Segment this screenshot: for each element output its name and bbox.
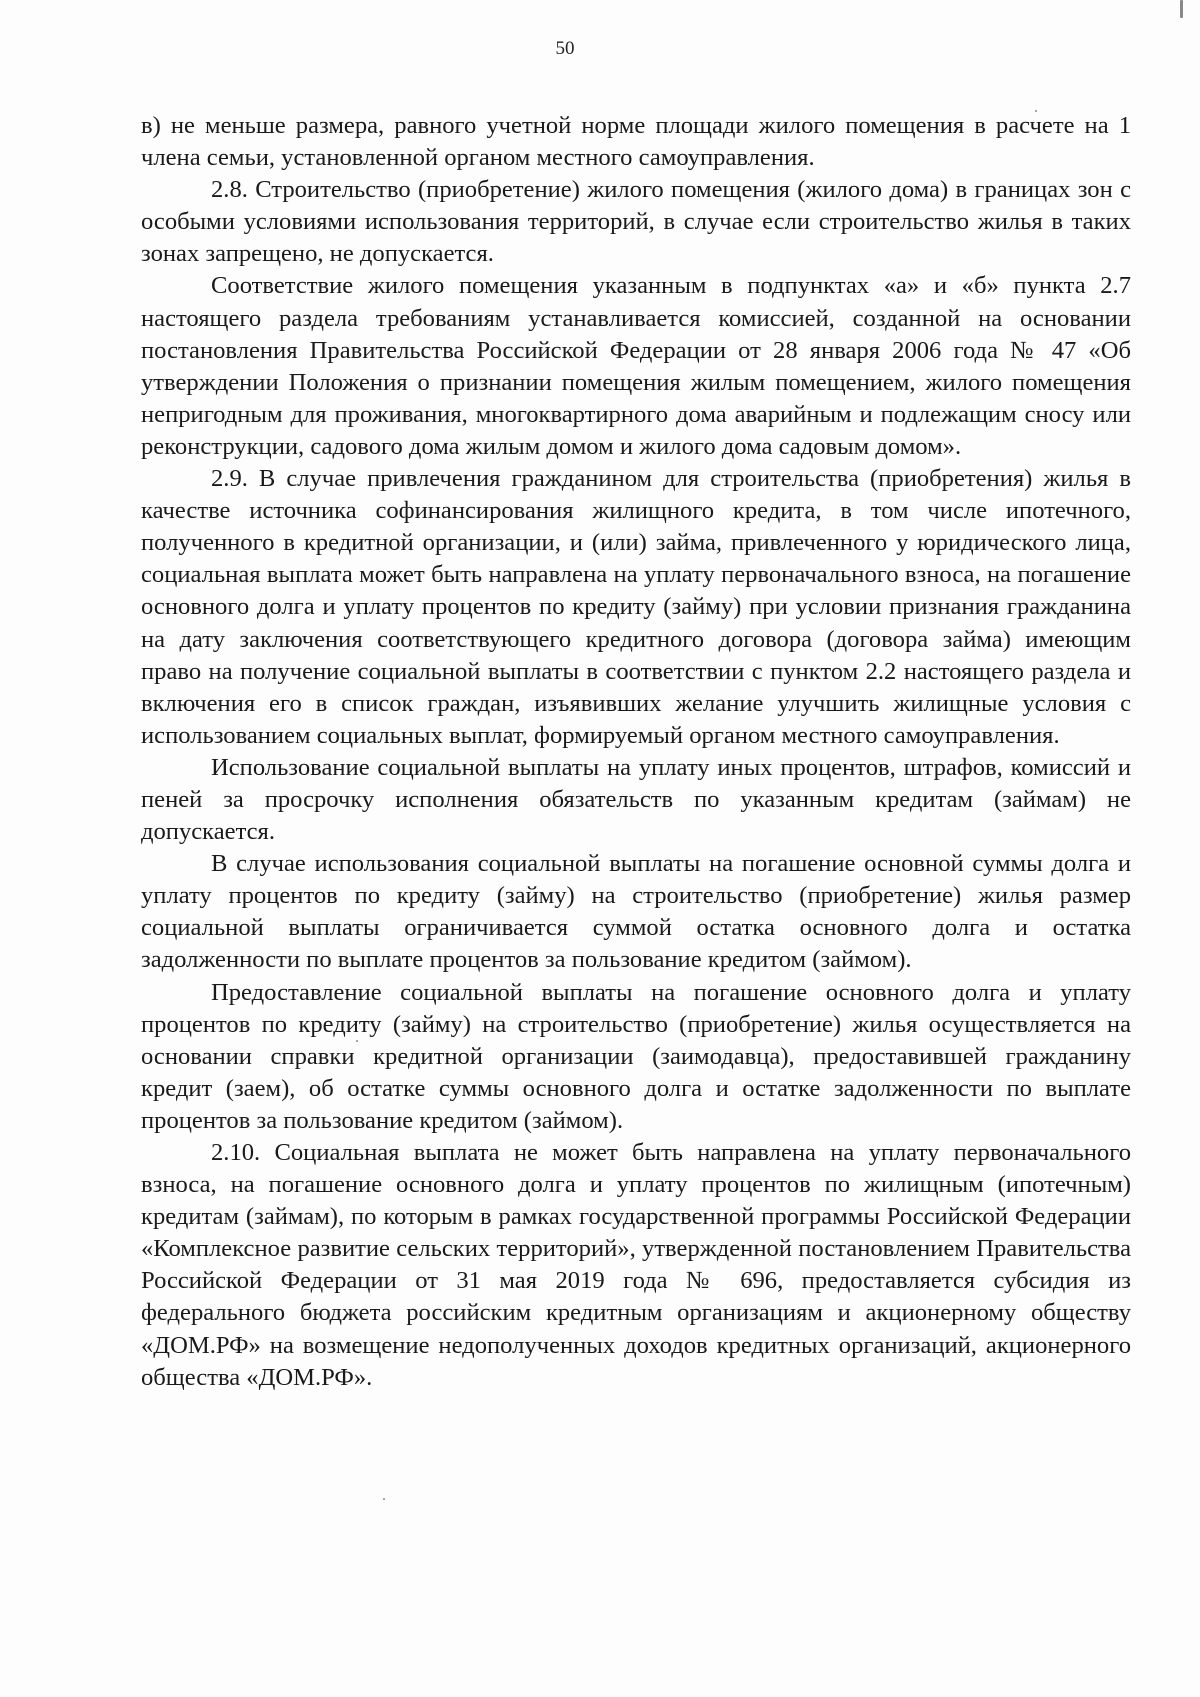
paragraph-6: В случае использования социальной выплаты на погашение основной суммы долга и уплату процентов по кредиту (займу) на строительство (приобретение) жилья размер социальной выплаты ограничивается суммой остатка основного долга и остатка задолженности по выплате процентов за пользование кредитом (займом). — [141, 850, 1131, 974]
scan-speck — [383, 1498, 385, 1500]
paragraph-1: в) не меньше размера, равного учетной норме площади жилого помещения в расчете на 1 члена семьи, установленной органом местного самоуправления. — [141, 112, 1131, 172]
scan-speck — [356, 1040, 358, 1042]
paragraph-5: Использование социальной выплаты на уплату иных процентов, штрафов, комиссий и пеней за просрочку исполнения обязательств по указанным кредитам (займам) не допускается. — [141, 753, 1131, 846]
document-body — [141, 110, 1131, 1394]
paragraph-3: Соответствие жилого помещения указанным в подпунктах «а» и «б» пункта 2.7 настоящего раздела требованиям устанавливается комиссией, созданной на основании постановления Правительства Российской Федерации от 28 января 2006 года № 47 «Об утверждении Положения о признании помещения жилым помещением, жилого помещения непригодным для проживания, многоквартирного дома аварийным и подлежащим сносу или реконструкции, садового дома жилым домом и жилого дома садовым домом». — [141, 272, 1131, 460]
page-number: 50 — [555, 38, 575, 59]
paragraph-7: Предоставление социальной выплаты на погашение основного долга и уплату процентов по кредиту (займу) на строительство (приобретение) жилья осуществляется на основании справки кредитной организации (заимодавца), предоставившей гражданину кредит (заем), об остатке суммы основного долга и остатке задолженности по выплате процентов за пользование кредитом (займом). — [141, 978, 1131, 1134]
paragraph-4: 2.9. В случае привлечения гражданином для строительства (приобретения) жилья в качестве источника софинансирования жилищного кредита, в том числе ипотечного, полученного в кредитной организации, и (или) займа, привлеченного у юридического лица, социальная выплата может быть направлена на уплату первоначального взноса, на погашение основного долга и уплату процентов по кредиту (займу) при условии признания гражданина на дату заключения соответствующего кредитного договора (договора займа) имеющим право на получение социальной выплаты в соответствии с пунктом 2.2 настоящего раздела и включения его в список граждан, изъявивших желание улучшить жилищные условия с использованием социальных выплат, формируемый органом местного самоуправления. — [141, 465, 1131, 749]
paragraph-2: 2.8. Строительство (приобретение) жилого помещения (жилого дома) в границах зон с особыми условиями использования территорий, в случае если строительство жилья в таких зонах запрещено, не допускается. — [141, 176, 1131, 268]
scan-speck — [1035, 110, 1037, 112]
paragraph-8: 2.10. Социальная выплата не может быть направлена на уплату первоначального взноса, на погашение основного долга и уплату процентов по жилищным (ипотечным) кредитам (займам), по которым в рамках государственной программы Российской Федерации «Комплексное развитие сельских территорий», утвержденной постановлением Правительства Российской Федерации от 31 мая 2019 года № 696, предоставляется субсидия из федерального бюджета российским кредитным организациям и акционерному обществу «ДОМ.РФ» на возмещение недополученных доходов кредитных организаций, акционерного общества «ДОМ.РФ». — [141, 1139, 1131, 1391]
scan-speck — [1180, 0, 1183, 18]
